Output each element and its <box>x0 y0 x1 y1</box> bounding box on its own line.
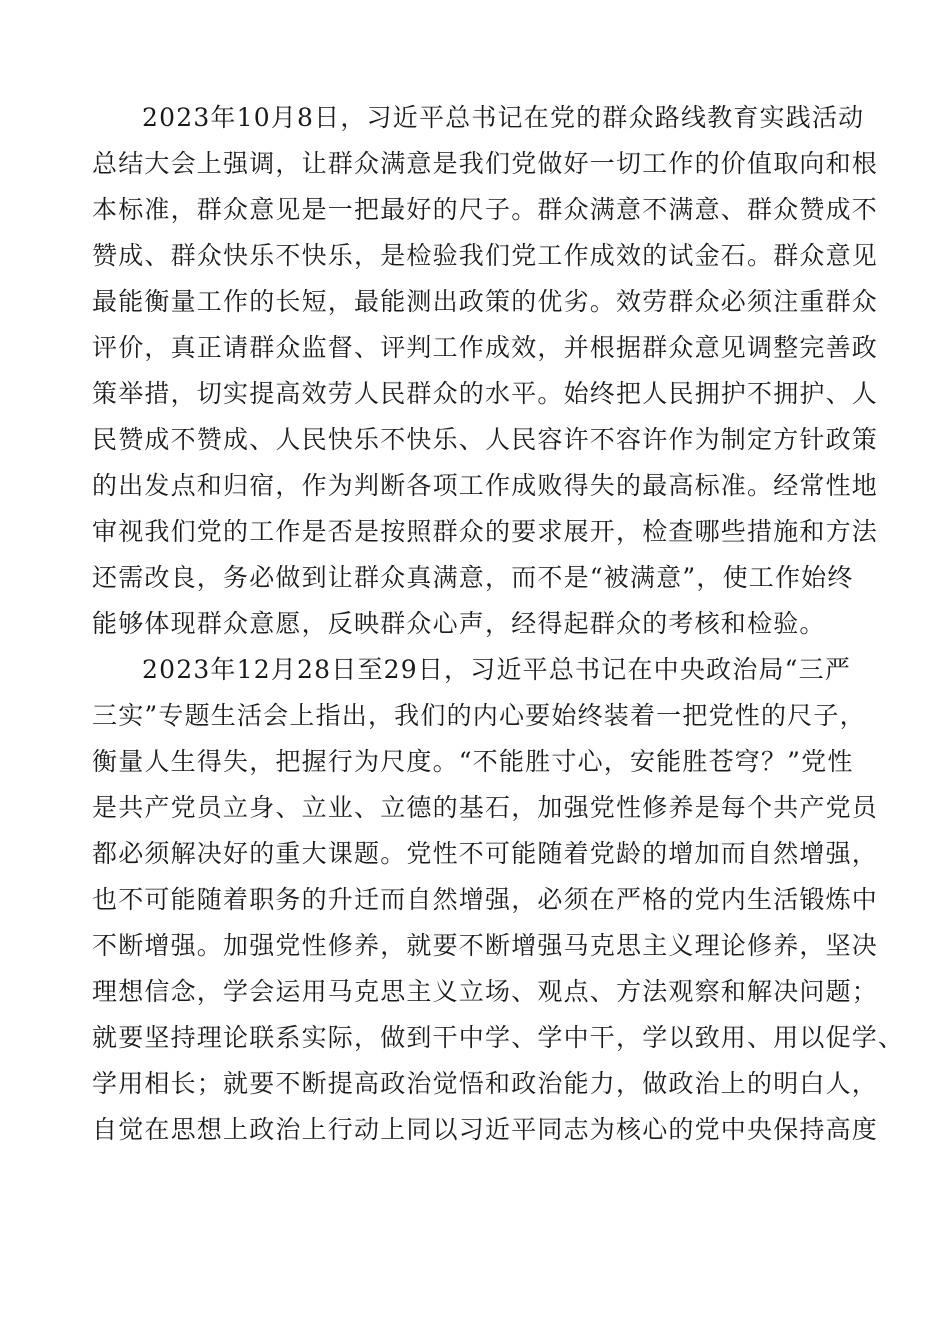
paragraph-1-line-11: 还需改良，务必做到让群众真满意，而不是“被满意”，使工作始终 <box>92 563 854 592</box>
paragraph-1-line-10: 审视我们党的工作是否是按照群众的要求展开，检查哪些措施和方法 <box>92 517 879 546</box>
paragraph-1-line-5: 最能衡量工作的长短，最能测出政策的优劣。效劳群众必须注重群众 <box>92 287 879 316</box>
paragraph-2-line-7: 不断增强。加强党性修养，就要不断增强马克思主义理论修养，坚决 <box>92 931 879 960</box>
paragraph-2-line-3: 衡量人生得失，把握行为尺度。“不能胜寸心，安能胜苍穹？”党性 <box>92 747 854 776</box>
paragraph-1-line-1: 2023年10月8日，习近平总书记在党的群众路线教育实践活动 <box>142 103 865 132</box>
paragraph-2-line-9: 就要坚持理论联系实际，做到干中学、学中干，学以致用、用以促学、 <box>92 1023 905 1052</box>
paragraph-1-line-2: 总结大会上强调，让群众满意是我们党做好一切工作的价值取向和根 <box>92 149 879 178</box>
paragraph-2-line-1: 2023年12月28日至29日，习近平总书记在中央政治局“三严 <box>142 655 852 684</box>
paragraph-2-line-4: 是共产党员立身、立业、立德的基石，加强党性修养是每个共产党员 <box>92 793 879 822</box>
paragraph-2-line-5: 都必须解决好的重大课题。党性不可能随着党龄的增加而自然增强， <box>92 839 879 868</box>
paragraph-1-line-3: 本标准，群众意见是一把最好的尺子。群众满意不满意、群众赞成不 <box>92 195 879 224</box>
paragraph-1-line-4: 赞成、群众快乐不快乐，是检验我们党工作成效的试金石。群众意见 <box>92 241 879 270</box>
paragraph-1-line-8: 民赞成不赞成、人民快乐不快乐、人民容许不容许作为制定方针政策 <box>92 425 879 454</box>
paragraph-1-line-6: 评价，真正请群众监督、评判工作成效，并根据群众意见调整完善政 <box>92 333 879 362</box>
paragraph-2-line-8: 理想信念，学会运用马克思主义立场、观点、方法观察和解决问题； <box>92 977 879 1006</box>
paragraph-1-line-7: 策举措，切实提高效劳人民群众的水平。始终把人民拥护不拥护、人 <box>92 379 879 408</box>
paragraph-1-line-12: 能够体现群众意愿，反映群众心声，经得起群众的考核和检验。 <box>92 609 826 638</box>
paragraph-2-line-2: 三实”专题生活会上指出，我们的内心要始终装着一把党性的尺子， <box>92 701 866 730</box>
paragraph-2-line-6: 也不可能随着职务的升迁而自然增强，必须在严格的党内生活锻炼中 <box>92 885 879 914</box>
paragraph-2-line-10: 学用相长；就要不断提高政治觉悟和政治能力，做政治上的明白人， <box>92 1069 879 1098</box>
paragraph-1-line-9: 的出发点和归宿，作为判断各项工作成败得失的最高标准。经常性地 <box>92 471 879 500</box>
paragraph-2-line-11: 自觉在思想上政治上行动上同以习近平同志为核心的党中央保持高度 <box>92 1115 879 1144</box>
